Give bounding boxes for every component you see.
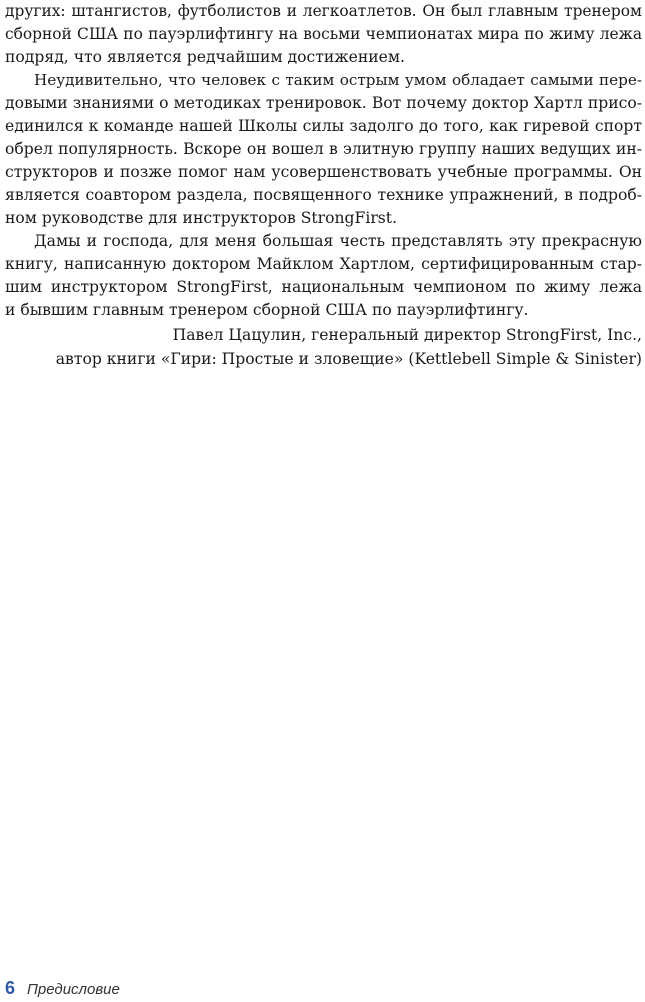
signature-author: Павел Цацулин, генеральный директор StrongFirst, Inc., bbox=[172, 326, 642, 344]
text-line: других: штангистов, футболистов и легкоатлетов. Он был главным тренером bbox=[5, 2, 642, 20]
text-line: и бывшим главным тренером сборной США по пауэрлифтингу. bbox=[5, 301, 529, 319]
text-line: Неудивительно, что человек с таким острым умом обладает самыми пере- bbox=[34, 71, 642, 89]
paragraph-2 bbox=[5, 69, 642, 230]
text-line: Дамы и господа, для меня большая честь представлять эту прекрасную bbox=[34, 232, 642, 250]
text-line: сборной США по пауэрлифтингу на восьми чемпионатах мира по жиму лежа bbox=[5, 25, 642, 43]
text-line: структоров и позже помог нам усовершенствовать учебные программы. Он bbox=[5, 163, 642, 181]
signature-block bbox=[5, 323, 642, 371]
text-line: единился к команде нашей Школы силы задолго до того, как гиревой спорт bbox=[5, 117, 642, 135]
text-line: обрел популярность. Вскоре он вошел в элитную группу наших ведущих ин- bbox=[5, 140, 642, 158]
page-footer bbox=[5, 978, 120, 1002]
paragraph-1 bbox=[5, 0, 642, 69]
body-text bbox=[5, 0, 642, 322]
running-title: Предисловие bbox=[27, 981, 120, 998]
page-number: 6 bbox=[5, 978, 16, 998]
text-line: ном руководстве для инструкторов StrongFirst. bbox=[5, 209, 398, 227]
text-line: книгу, написанную доктором Майклом Хартлом, сертифицированным стар- bbox=[5, 255, 642, 273]
text-line: шим инструктором StrongFirst, национальным чемпионом по жиму лежа bbox=[5, 278, 642, 296]
text-line: является соавтором раздела, посвященного технике упражнений, в подроб- bbox=[5, 186, 642, 204]
signature-book: автор книги «Гири: Простые и зловещие» (Kettlebell Simple & Sinister) bbox=[55, 350, 642, 368]
text-line: довыми знаниями о методиках тренировок. Вот почему доктор Хартл присо- bbox=[5, 94, 642, 112]
text-line: подряд, что является редчайшим достижением. bbox=[5, 48, 405, 66]
paragraph-3 bbox=[5, 230, 642, 322]
